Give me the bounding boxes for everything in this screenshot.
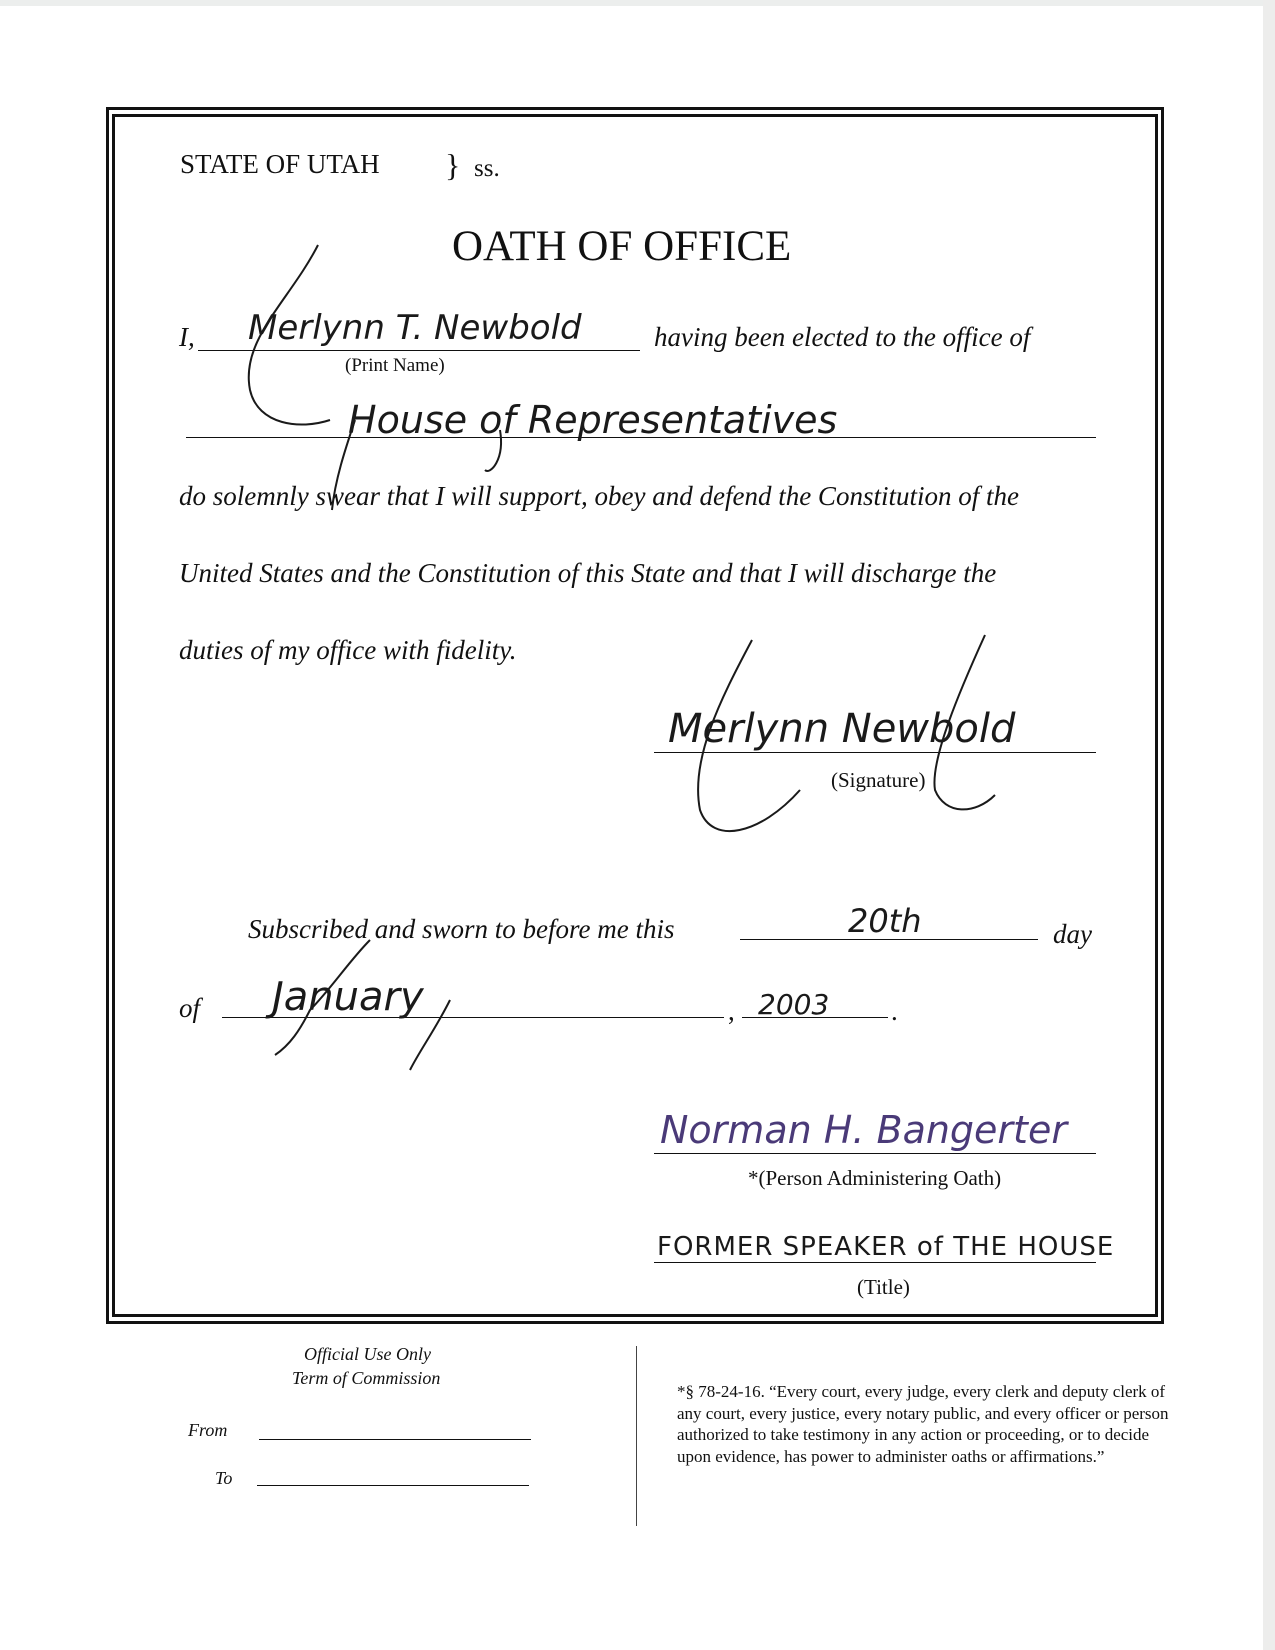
to-label: To (215, 1468, 233, 1488)
administrator-label: *(Person Administering Oath) (748, 1166, 1002, 1190)
day-label: day (1053, 919, 1092, 949)
oath-line-2: United States and the Constitution of this State and that I will discharge the (179, 558, 997, 588)
statute-note: *§ 78-24-16. “Every court, every judge, every clerk and deputy clerk of any court, every justice, every notary public, and every officer or person authorized to take testimony in any action or proceeding, or to decide upon evidence, has power to administer oaths or affirmations.” (677, 1382, 1169, 1466)
title-label: (Title) (857, 1275, 910, 1299)
ss-label: ss. (474, 155, 500, 182)
from-line (259, 1439, 531, 1440)
footer-divider (636, 1346, 637, 1526)
of-label: of (179, 993, 201, 1023)
oath-line-1: do solemnly swear that I will support, obey and defend the Constitution of the (179, 481, 1019, 511)
administrator-signature: Norman H. Bangerter (660, 1108, 1067, 1152)
year-period: . (891, 996, 898, 1026)
handwritten-name: Merlynn T. Newbold (248, 308, 582, 348)
official-use-heading: Official Use Only (304, 1344, 431, 1364)
from-label: From (188, 1420, 228, 1440)
handwritten-title: FORMER SPEAKER of THE HOUSE (657, 1232, 1115, 1262)
oath-line-3: duties of my office with fidelity. (179, 635, 517, 665)
handwritten-year: 2003 (758, 988, 830, 1021)
state-name: STATE OF UTAH (180, 149, 380, 179)
print-name-label: (Print Name) (345, 355, 445, 376)
handwritten-signature: Merlynn Newbold (668, 706, 1016, 752)
term-of-commission: Term of Commission (292, 1368, 441, 1388)
to-line (257, 1485, 529, 1486)
document-title: OATH OF OFFICE (452, 223, 792, 270)
signature-label: (Signature) (831, 768, 926, 792)
handwritten-month: January (272, 974, 424, 1020)
brace: } (445, 147, 461, 183)
year-comma: , (728, 996, 735, 1026)
sworn-text: Subscribed and sworn to before me this (248, 914, 675, 944)
handwritten-day: 20th (848, 902, 922, 940)
elected-text: having been elected to the office of (654, 322, 1031, 352)
oath-prefix: I, (179, 322, 195, 352)
handwritten-office: House of Representatives (348, 398, 838, 442)
